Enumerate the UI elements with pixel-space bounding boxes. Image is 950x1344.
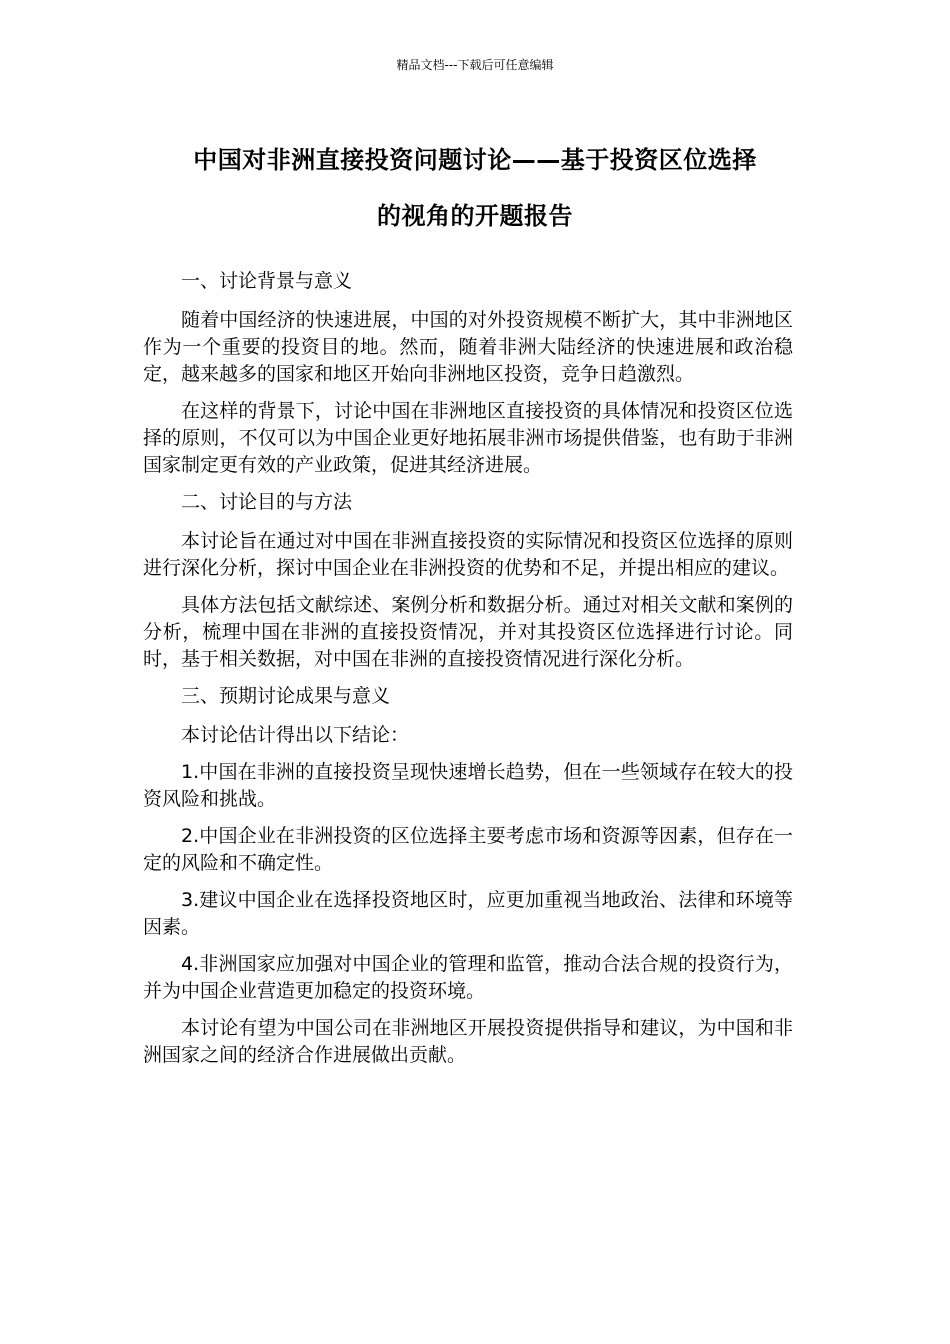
conclusion-item: 2.中国企业在非洲投资的区位选择主要考虑市场和资源等因素，但存在一定的风险和不确定性。 bbox=[143, 825, 793, 874]
paragraph: 本讨论旨在通过对中国在非洲直接投资的实际情况和投资区位选择的原则进行深化分析，探讨中国企业在非洲投资的优势和不足，并提出相应的建议。 bbox=[143, 530, 793, 579]
header-note: 精品文档---下载后可任意编辑 bbox=[396, 58, 554, 72]
section-heading-background: 一、讨论背景与意义 bbox=[181, 270, 353, 292]
document-title bbox=[143, 132, 807, 244]
conclusion-item: 1.中国在非洲的直接投资呈现快速增长趋势，但在一些领域存在较大的投资风险和挑战。 bbox=[143, 761, 793, 810]
document-body bbox=[143, 268, 793, 1079]
paragraph: 具体方法包括文献综述、案例分析和数据分析。通过对相关文献和案例的分析，梳理中国在非洲的直接投资情况，并对其投资区位选择进行讨论。同时，基于相关数据，对中国在非洲的直接投资情况进行深化分析。 bbox=[143, 594, 793, 670]
section-heading-outcomes: 三、预期讨论成果与意义 bbox=[181, 685, 391, 707]
paragraph: 本讨论有望为中国公司在非洲地区开展投资提供指导和建议，为中国和非洲国家之间的经济合作进展做出贡献。 bbox=[143, 1017, 793, 1066]
section-heading-purpose: 二、讨论目的与方法 bbox=[181, 491, 353, 513]
conclusion-item: 3.建议中国企业在选择投资地区时，应更加重视当地政治、法律和环境等因素。 bbox=[143, 889, 793, 938]
paragraph: 在这样的背景下，讨论中国在非洲地区直接投资的具体情况和投资区位选择的原则，不仅可以为中国企业更好地拓展非洲市场提供借鉴，也有助于非洲国家制定更有效的产业政策，促进其经济进展。 bbox=[143, 400, 793, 476]
paragraph: 本讨论估计得出以下结论： bbox=[181, 724, 410, 746]
conclusion-item: 4.非洲国家应加强对中国企业的管理和监管，推动合法合规的投资行为，并为中国企业营造更加稳定的投资环境。 bbox=[143, 953, 793, 1002]
title-line-2: 的视角的开题报告 bbox=[377, 202, 573, 230]
title-line-1: 中国对非洲直接投资问题讨论——基于投资区位选择 bbox=[193, 146, 757, 174]
paragraph: 随着中国经济的快速进展，中国的对外投资规模不断扩大，其中非洲地区作为一个重要的投资目的地。然而，随着非洲大陆经济的快速进展和政治稳定，越来越多的国家和地区开始向非洲地区投资，竞争日趋激烈。 bbox=[143, 309, 793, 385]
